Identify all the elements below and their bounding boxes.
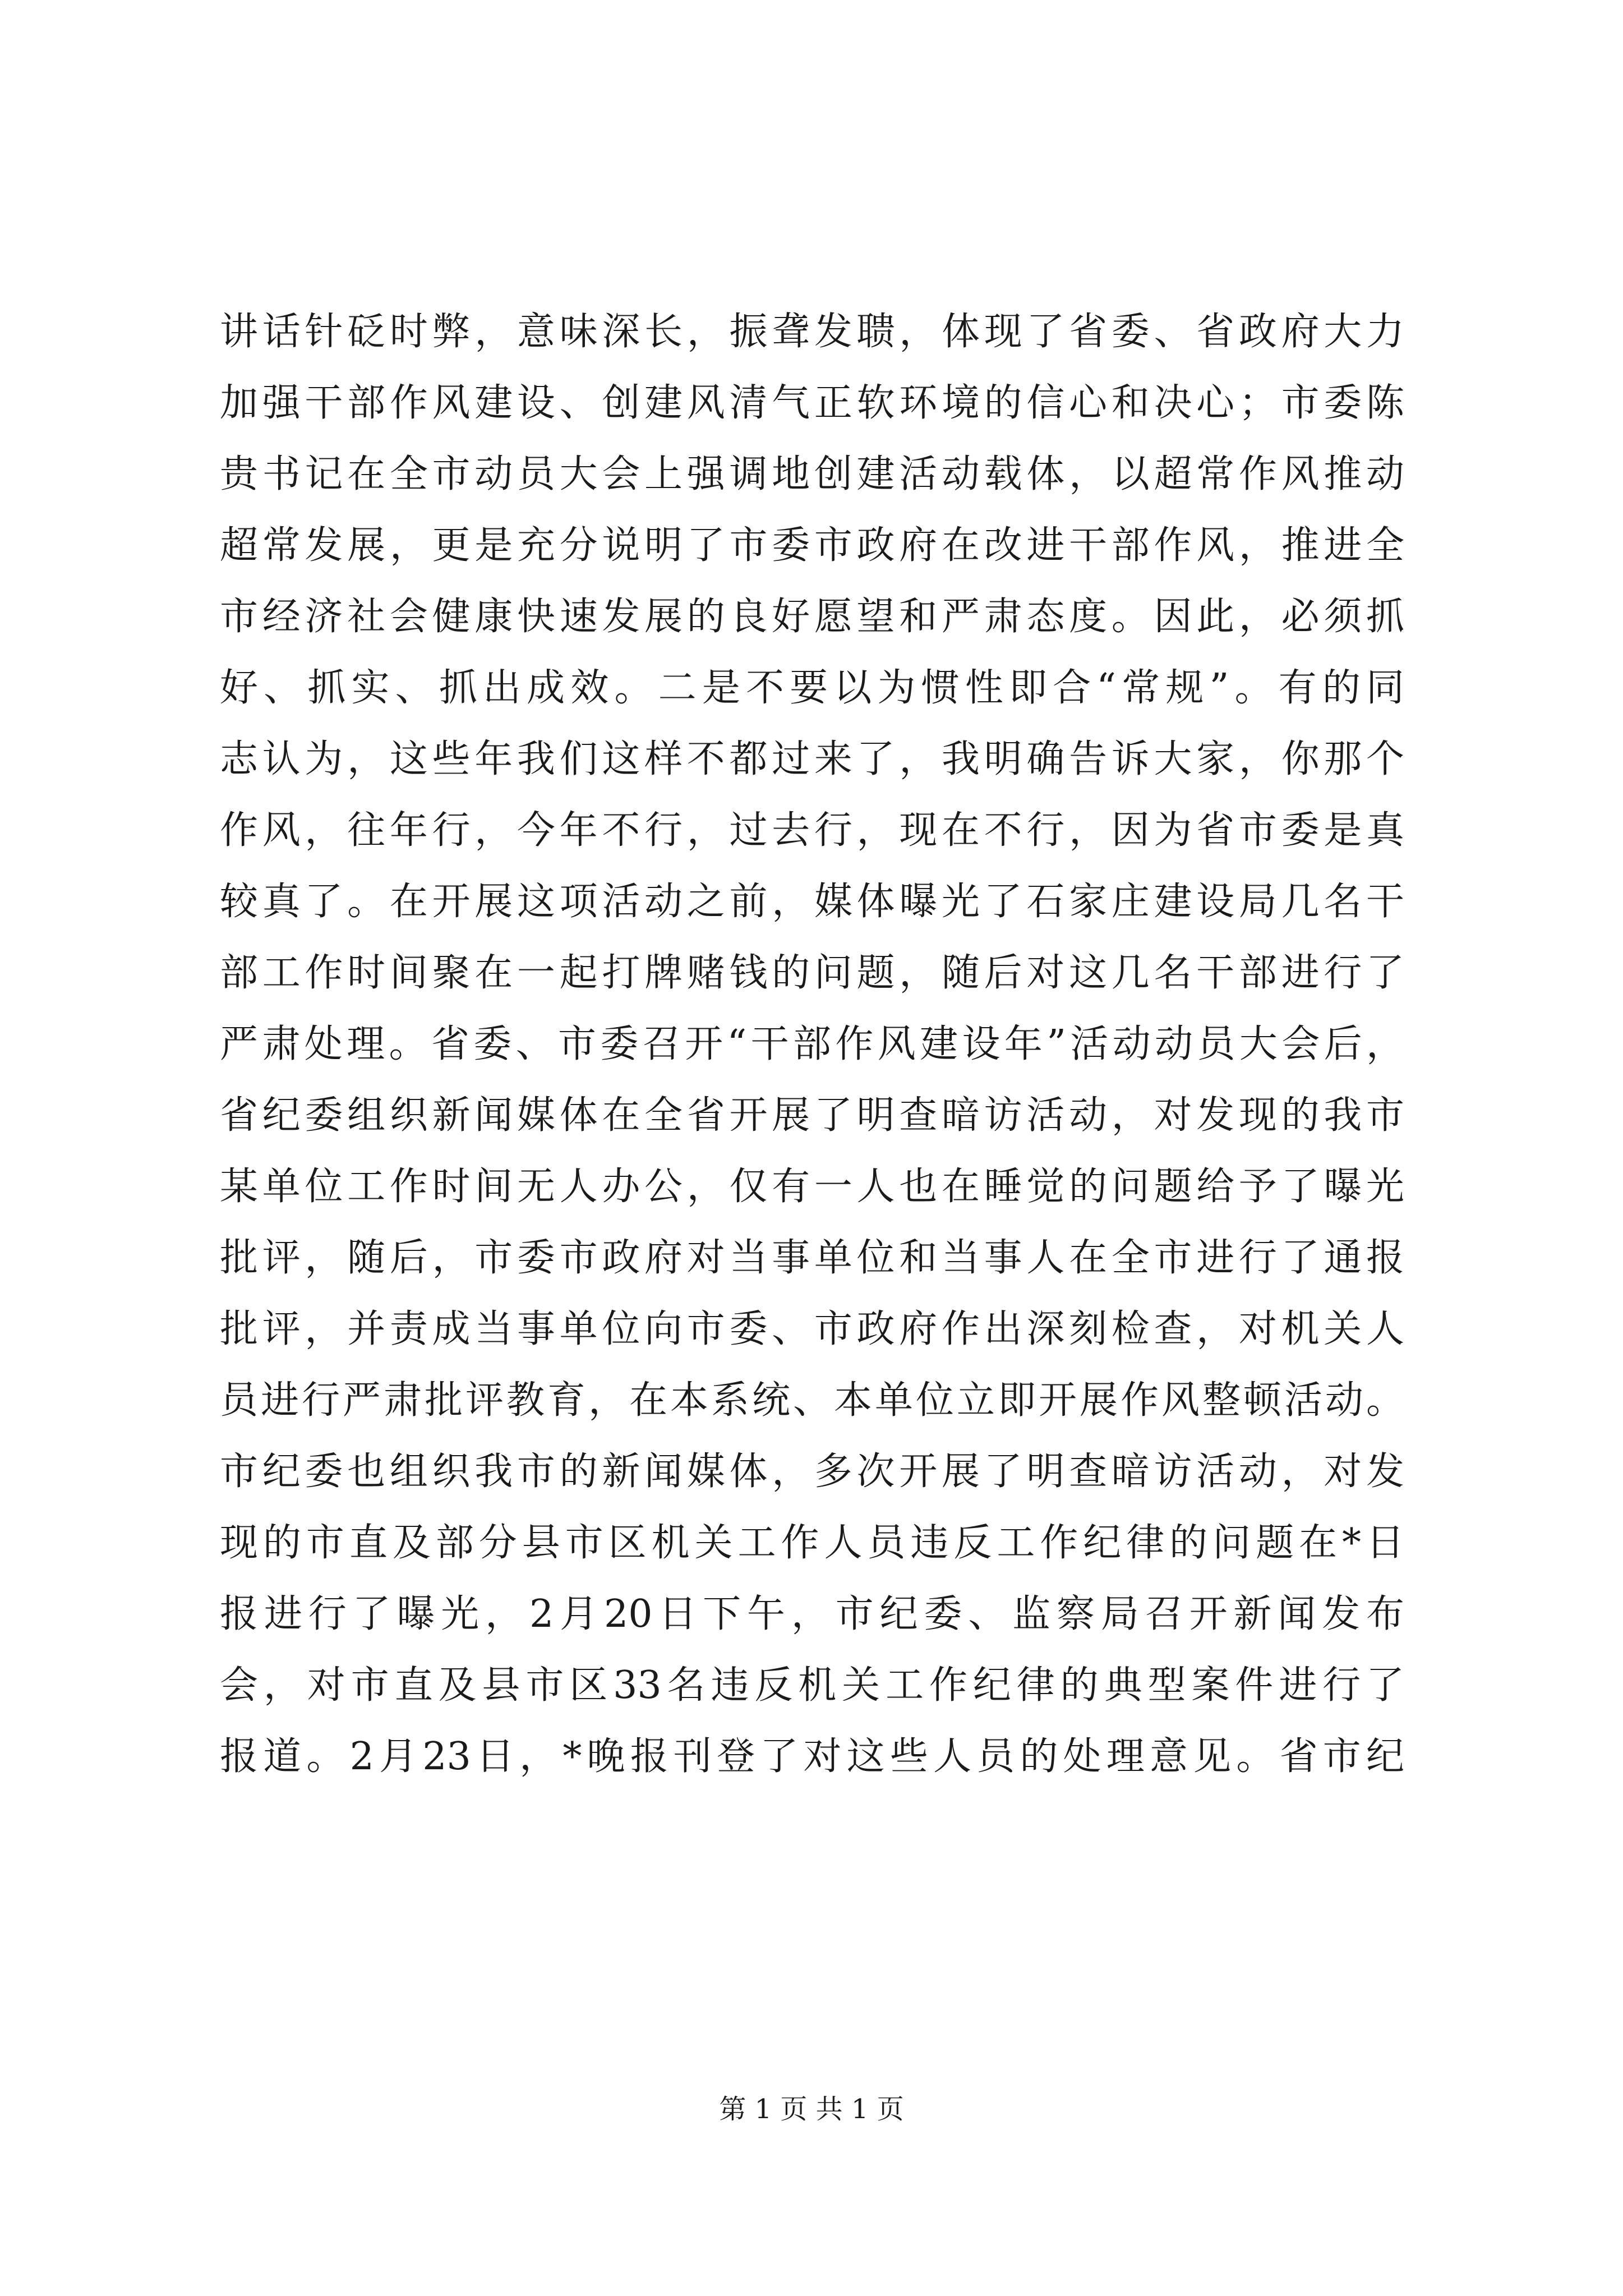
text-line: 某单位工作时间无人办公，仅有一人也在睡觉的问题给予了曝光: [220, 1165, 1404, 1209]
page-number-label: 第 1 页 共 1 页: [719, 2093, 904, 2125]
text-line: 好、抓实、抓出成效。二是不要以为惯性即合“常规”。有的同: [220, 666, 1404, 710]
text-line: 志认为，这些年我们这样不都过来了，我明确告诉大家，你那个: [220, 737, 1404, 781]
text-line: 作风，往年行，今年不行，过去行，现在不行，因为省市委是真: [220, 808, 1404, 853]
text-line: 市纪委也组织我市的新闻媒体，多次开展了明查暗访活动，对发: [220, 1450, 1404, 1494]
text-line: 会，对市直及县市区33名违反机关工作纪律的典型案件进行了: [220, 1663, 1404, 1708]
text-line: 超常发展，更是充分说明了市委市政府在改进干部作风，推进全: [220, 523, 1404, 568]
body-text: [220, 296, 1404, 1792]
text-line: 部工作时间聚在一起打牌赌钱的问题，随后对这几名干部进行了: [220, 951, 1404, 995]
page-footer: [0, 2092, 1623, 2126]
text-line: 讲话针砭时弊，意味深长，振聋发聩，体现了省委、省政府大力: [220, 310, 1404, 354]
text-line: 员进行严肃批评教育，在本系统、本单位立即开展作风整顿活动。: [220, 1378, 1404, 1423]
text-line: 市经济社会健康快速发展的良好愿望和严肃态度。因此，必须抓: [220, 595, 1404, 639]
text-line: 较真了。在开展这项活动之前，媒体曝光了石家庄建设局几名干: [220, 880, 1404, 924]
text-line: 批评，随后，市委市政府对当事单位和当事人在全市进行了通报: [220, 1236, 1404, 1280]
text-line: 批评，并责成当事单位向市委、市政府作出深刻检查，对机关人: [220, 1307, 1404, 1351]
text-line: 报道。2月23日，*晚报刊登了对这些人员的处理意见。省市纪: [220, 1734, 1404, 1779]
text-line: 严肃处理。省委、市委召开“干部作风建设年”活动动员大会后，: [220, 1022, 1404, 1066]
text-line: 省纪委组织新闻媒体在全省开展了明查暗访活动，对发现的我市: [220, 1093, 1404, 1138]
text-line: 贵书记在全市动员大会上强调地创建活动载体，以超常作风推动: [220, 452, 1404, 496]
text-line: 报进行了曝光，2月20日下午，市纪委、监察局召开新闻发布: [220, 1592, 1404, 1636]
text-line: 加强干部作风建设、创建风清气正软环境的信心和决心；市委陈: [220, 381, 1404, 425]
text-line: 现的市直及部分县市区机关工作人员违反工作纪律的问题在*日: [220, 1521, 1404, 1565]
